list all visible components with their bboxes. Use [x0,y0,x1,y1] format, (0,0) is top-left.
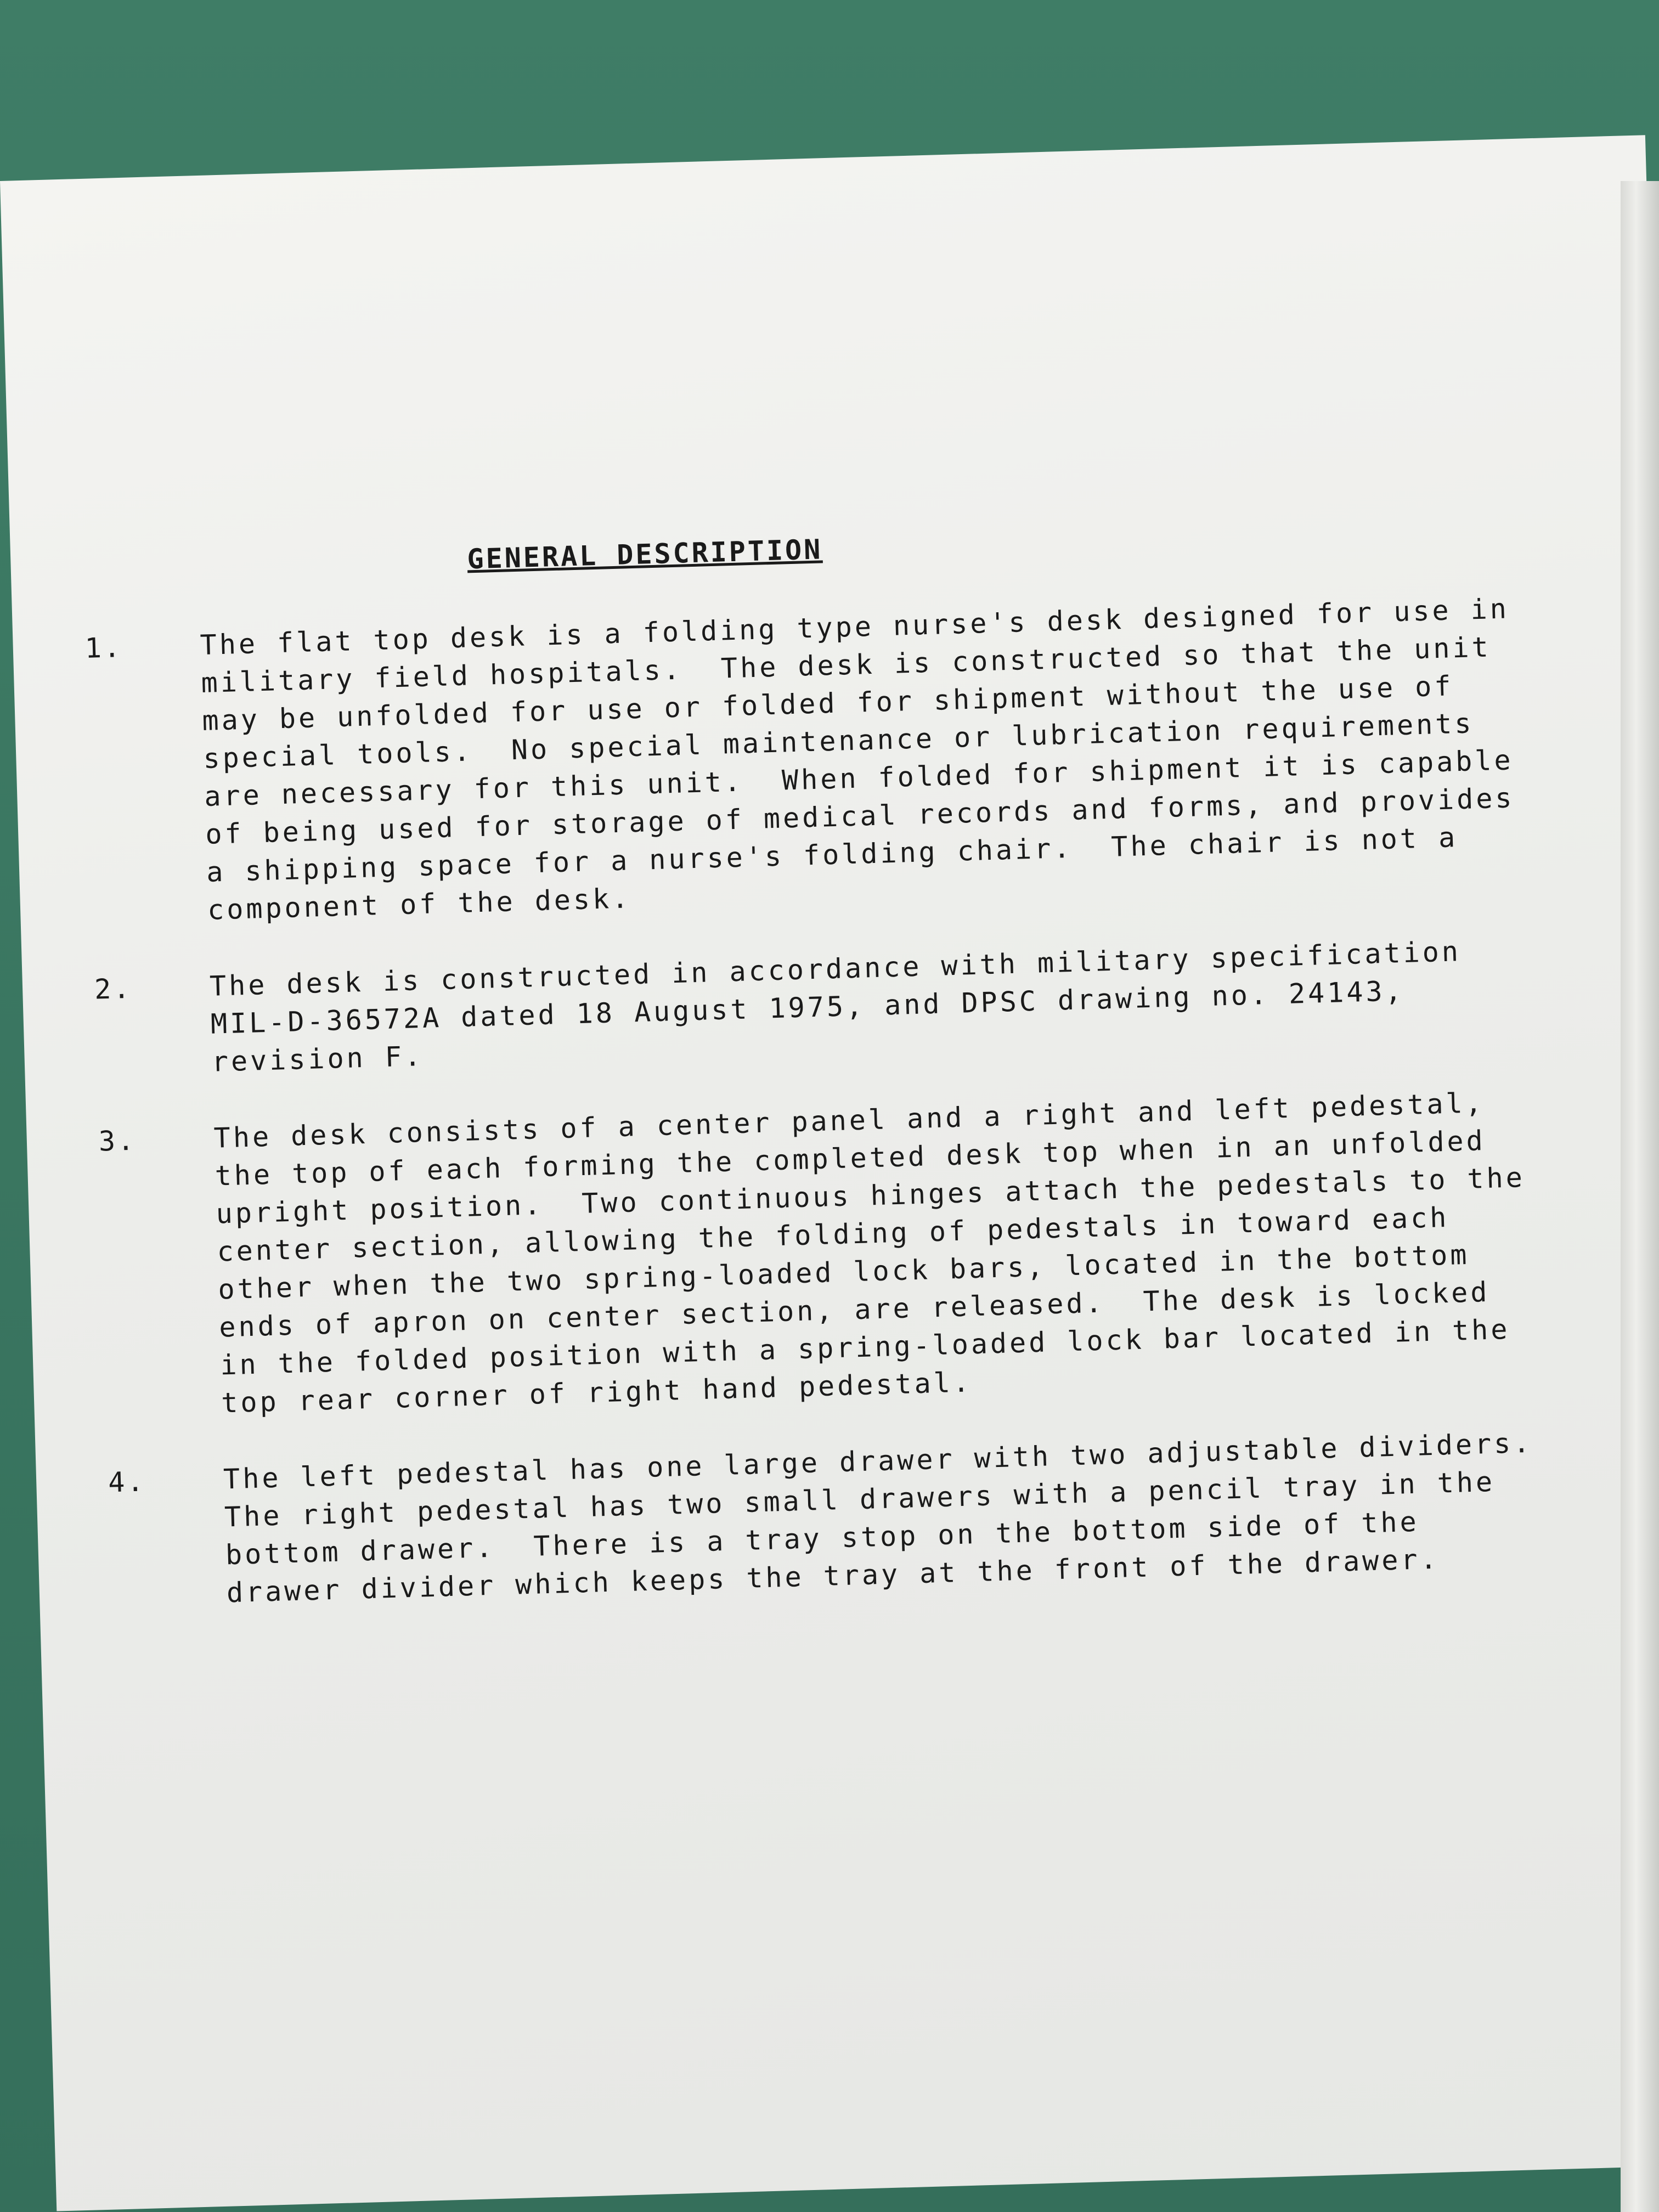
item-text: The desk consists of a center panel and a right and left pedestal, the top of each forming the completed desk top when in an unfolded upright position. Two continuous hinges attach the pedestals to the center section, allowing the folding of pedestals in toward each other when the two spring-loaded lock bars, located in the bottom ends of apron on center section, are released. The desk is locked in the folded position with a spring-loaded lock bar located in the top rear corner of right hand pedestal. [213,1086,1545,1419]
paper-stack-edge [1621,181,1659,2212]
list-item [94,929,1578,1084]
item-number: 2. [94,972,133,1006]
list-item [98,1081,1587,1425]
document-page [82,513,1594,1654]
item-text: The left pedestal has one large drawer with two adjustable dividers. The right pedestal has two small drawers with a pencil tray in the bottom drawer. There is a tray stop on the bottom side of the drawer divider which keeps the tray at the front of the drawer. [223,1425,1572,1609]
item-number: 4. [108,1465,146,1499]
document-title: GENERAL DESCRIPTION [466,533,823,575]
list-item [84,589,1573,933]
list-item [108,1423,1593,1615]
item-text: The flat top desk is a folding type nurse's desk designed for use in military field hospitals. The desk is constructed so that the unit may be unfolded for use or folded for shipment without the use of special tools. No special maintenance or lubrication requirements are necessary for this unit. When folded for shipment it is capable of being used for storage of medical records and forms, and provides a shipping space for a nurse's folding chair. The chair is not a component of the desk. [199,592,1534,926]
item-number: 3. [98,1124,137,1158]
item-number: 1. [84,631,123,664]
item-text: The desk is constructed in accordance with military specification MIL-D-36572A dated 18 August 1975, and DPSC drawing no. 24143, revision F. [209,935,1481,1078]
